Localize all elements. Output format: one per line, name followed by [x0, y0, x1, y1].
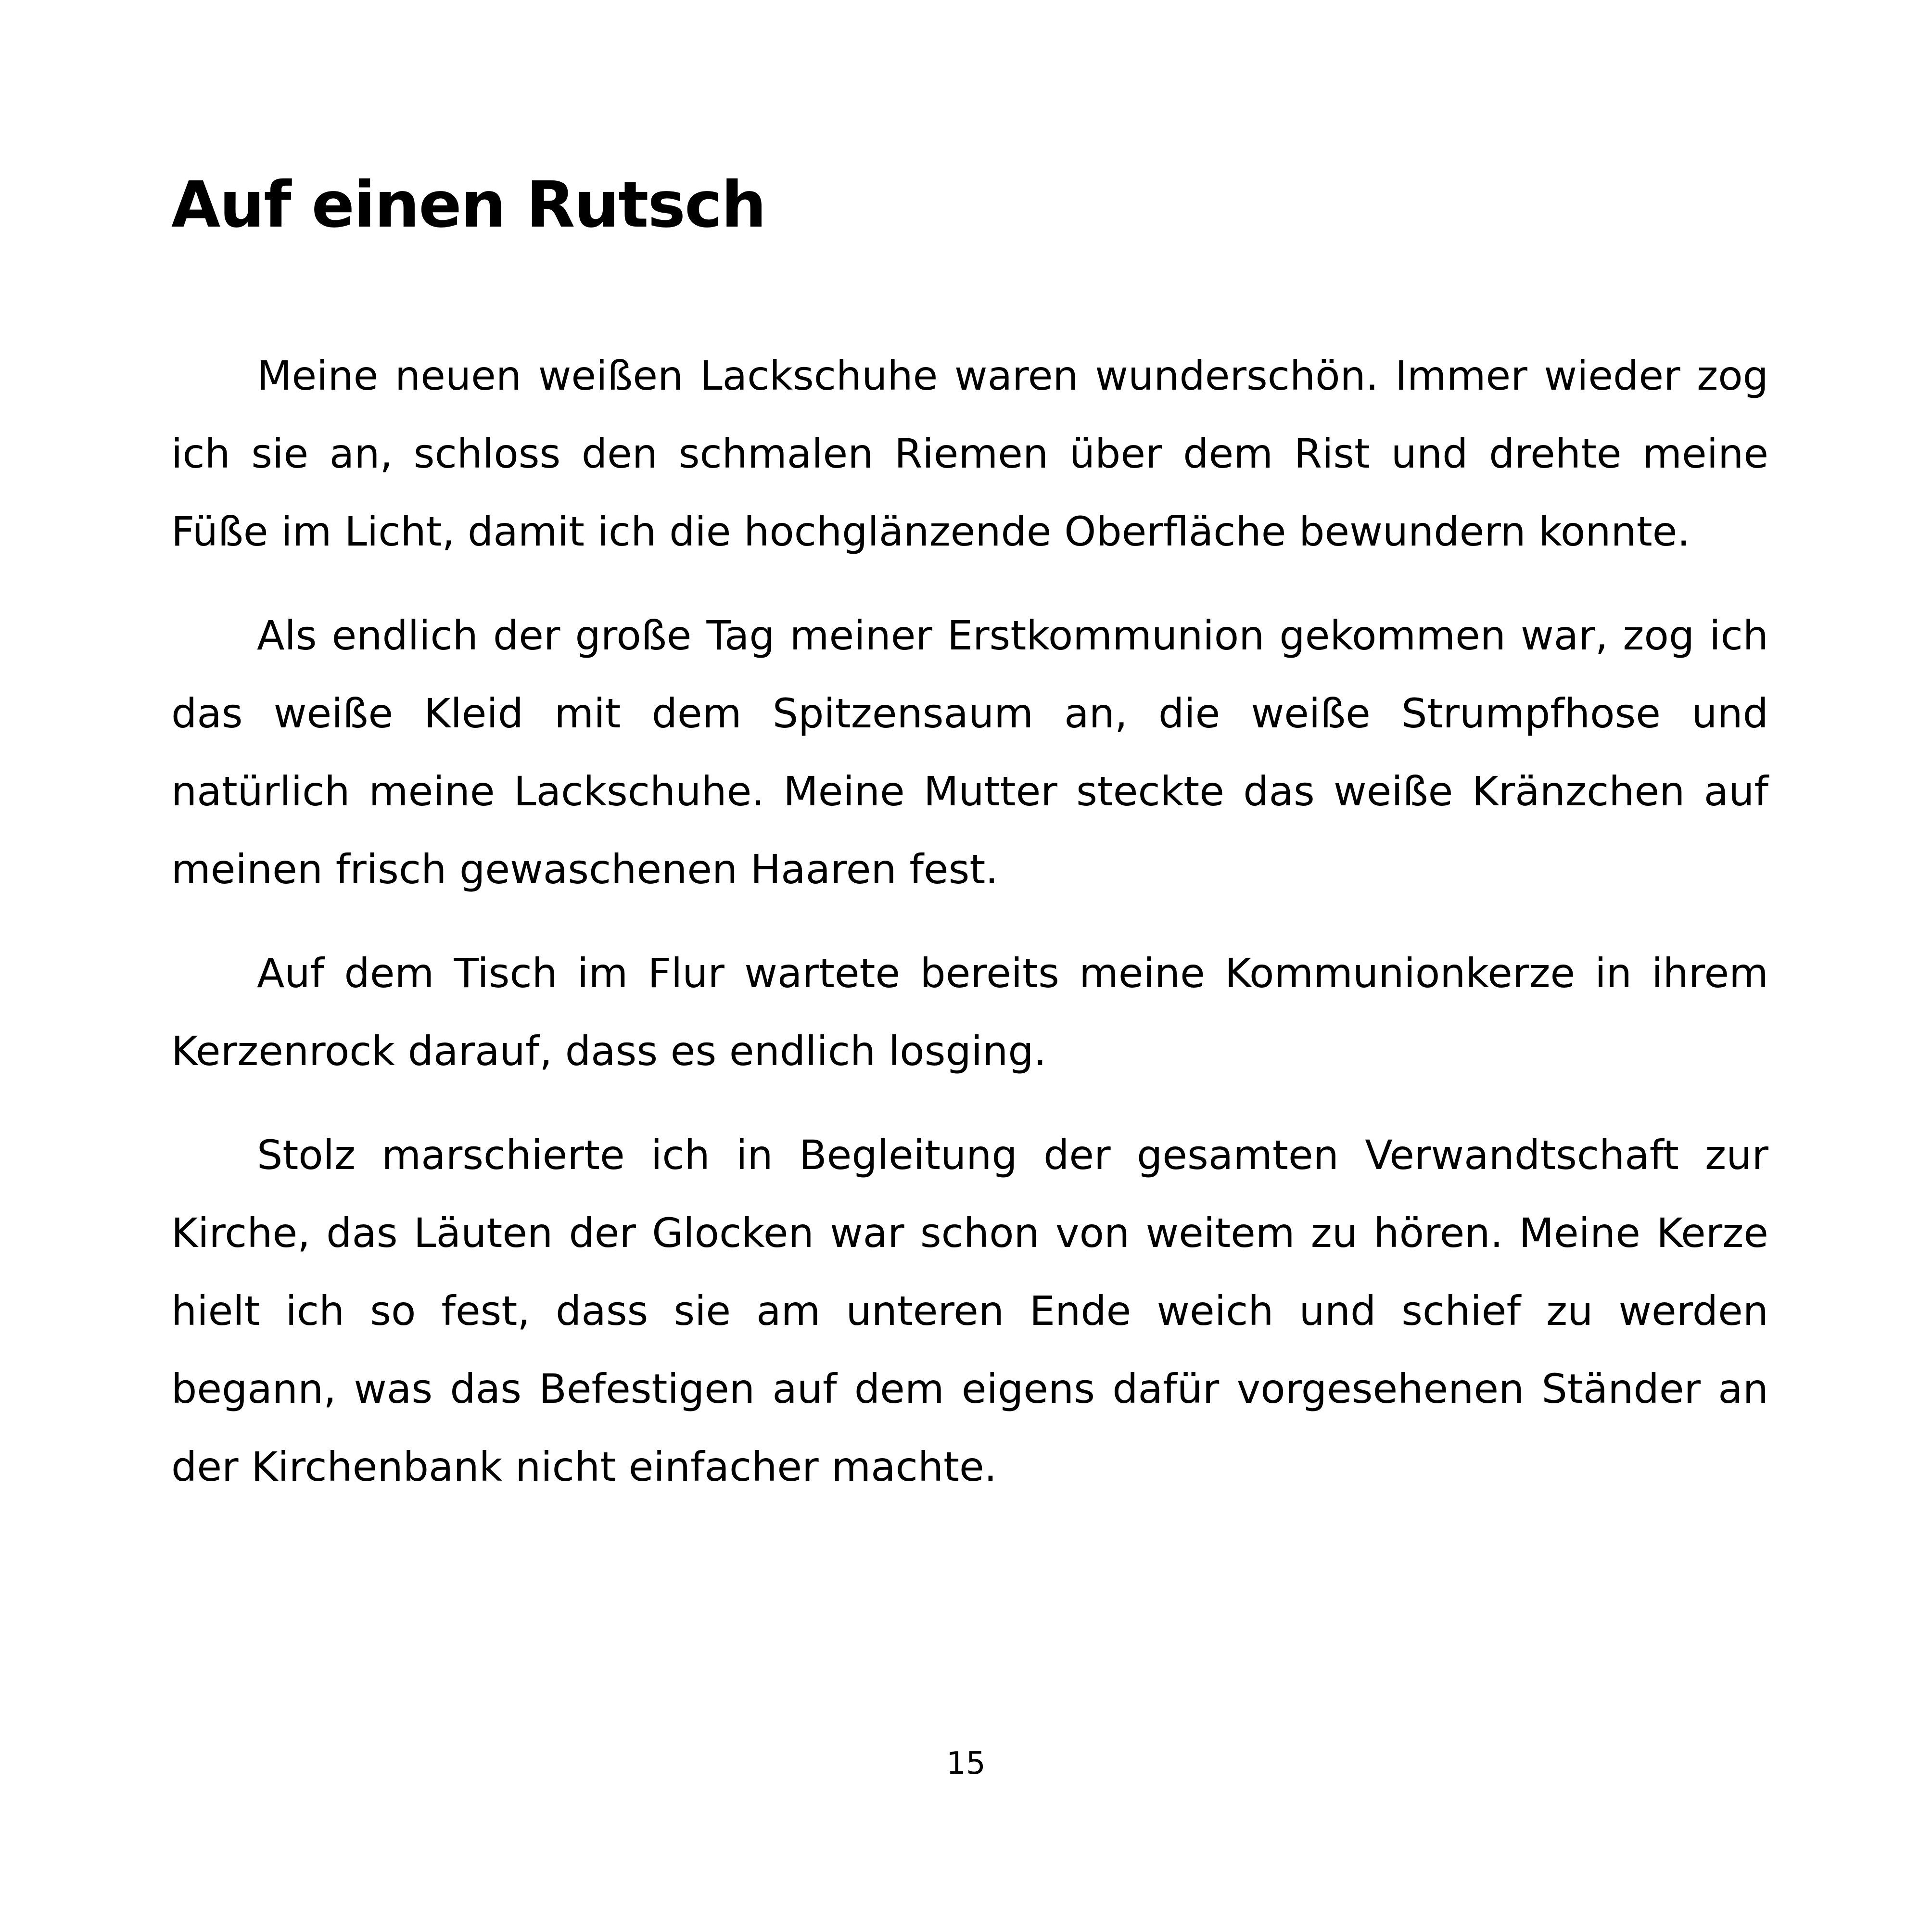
paragraph: Auf dem Tisch im Flur wartete bereits meine Kommunionkerze in ihrem Kerzenrock darauf, dass es endlich losging.	[171, 950, 1768, 1075]
paragraph: Meine neuen weißen Lackschuhe waren wunderschön. Immer wieder zog ich sie an, schloss den schmalen Riemen über dem Rist und drehte meine Füße im Licht, damit ich die hochglänzende Oberfläche bewundern konnte.	[171, 352, 1768, 555]
paragraph: Als endlich der große Tag meiner Erstkommunion gekommen war, zog ich das weiße Kleid mit dem Spitzensaum an, die weiße Strumpfhose und natürlich meine Lackschuhe. Meine Mutter steckte das weiße Kränzchen auf meinen frisch gewaschenen Haaren fest.	[171, 612, 1768, 893]
chapter-title: Auf einen Rutsch	[171, 168, 766, 242]
page-number: 15	[946, 1746, 986, 1781]
paragraph: Stolz marschierte ich in Begleitung der gesamten Verwandtschaft zur Kirche, das Läuten der Glocken war schon von weitem zu hören. Meine Kerze hielt ich so fest, dass sie am unteren Ende weich und schief zu werden begann, was das Befestigen auf dem eigens dafür vorgesehenen Ständer an der Kirchenbank nicht einfacher machte.	[171, 1131, 1768, 1490]
chapter-body	[171, 337, 1768, 1532]
